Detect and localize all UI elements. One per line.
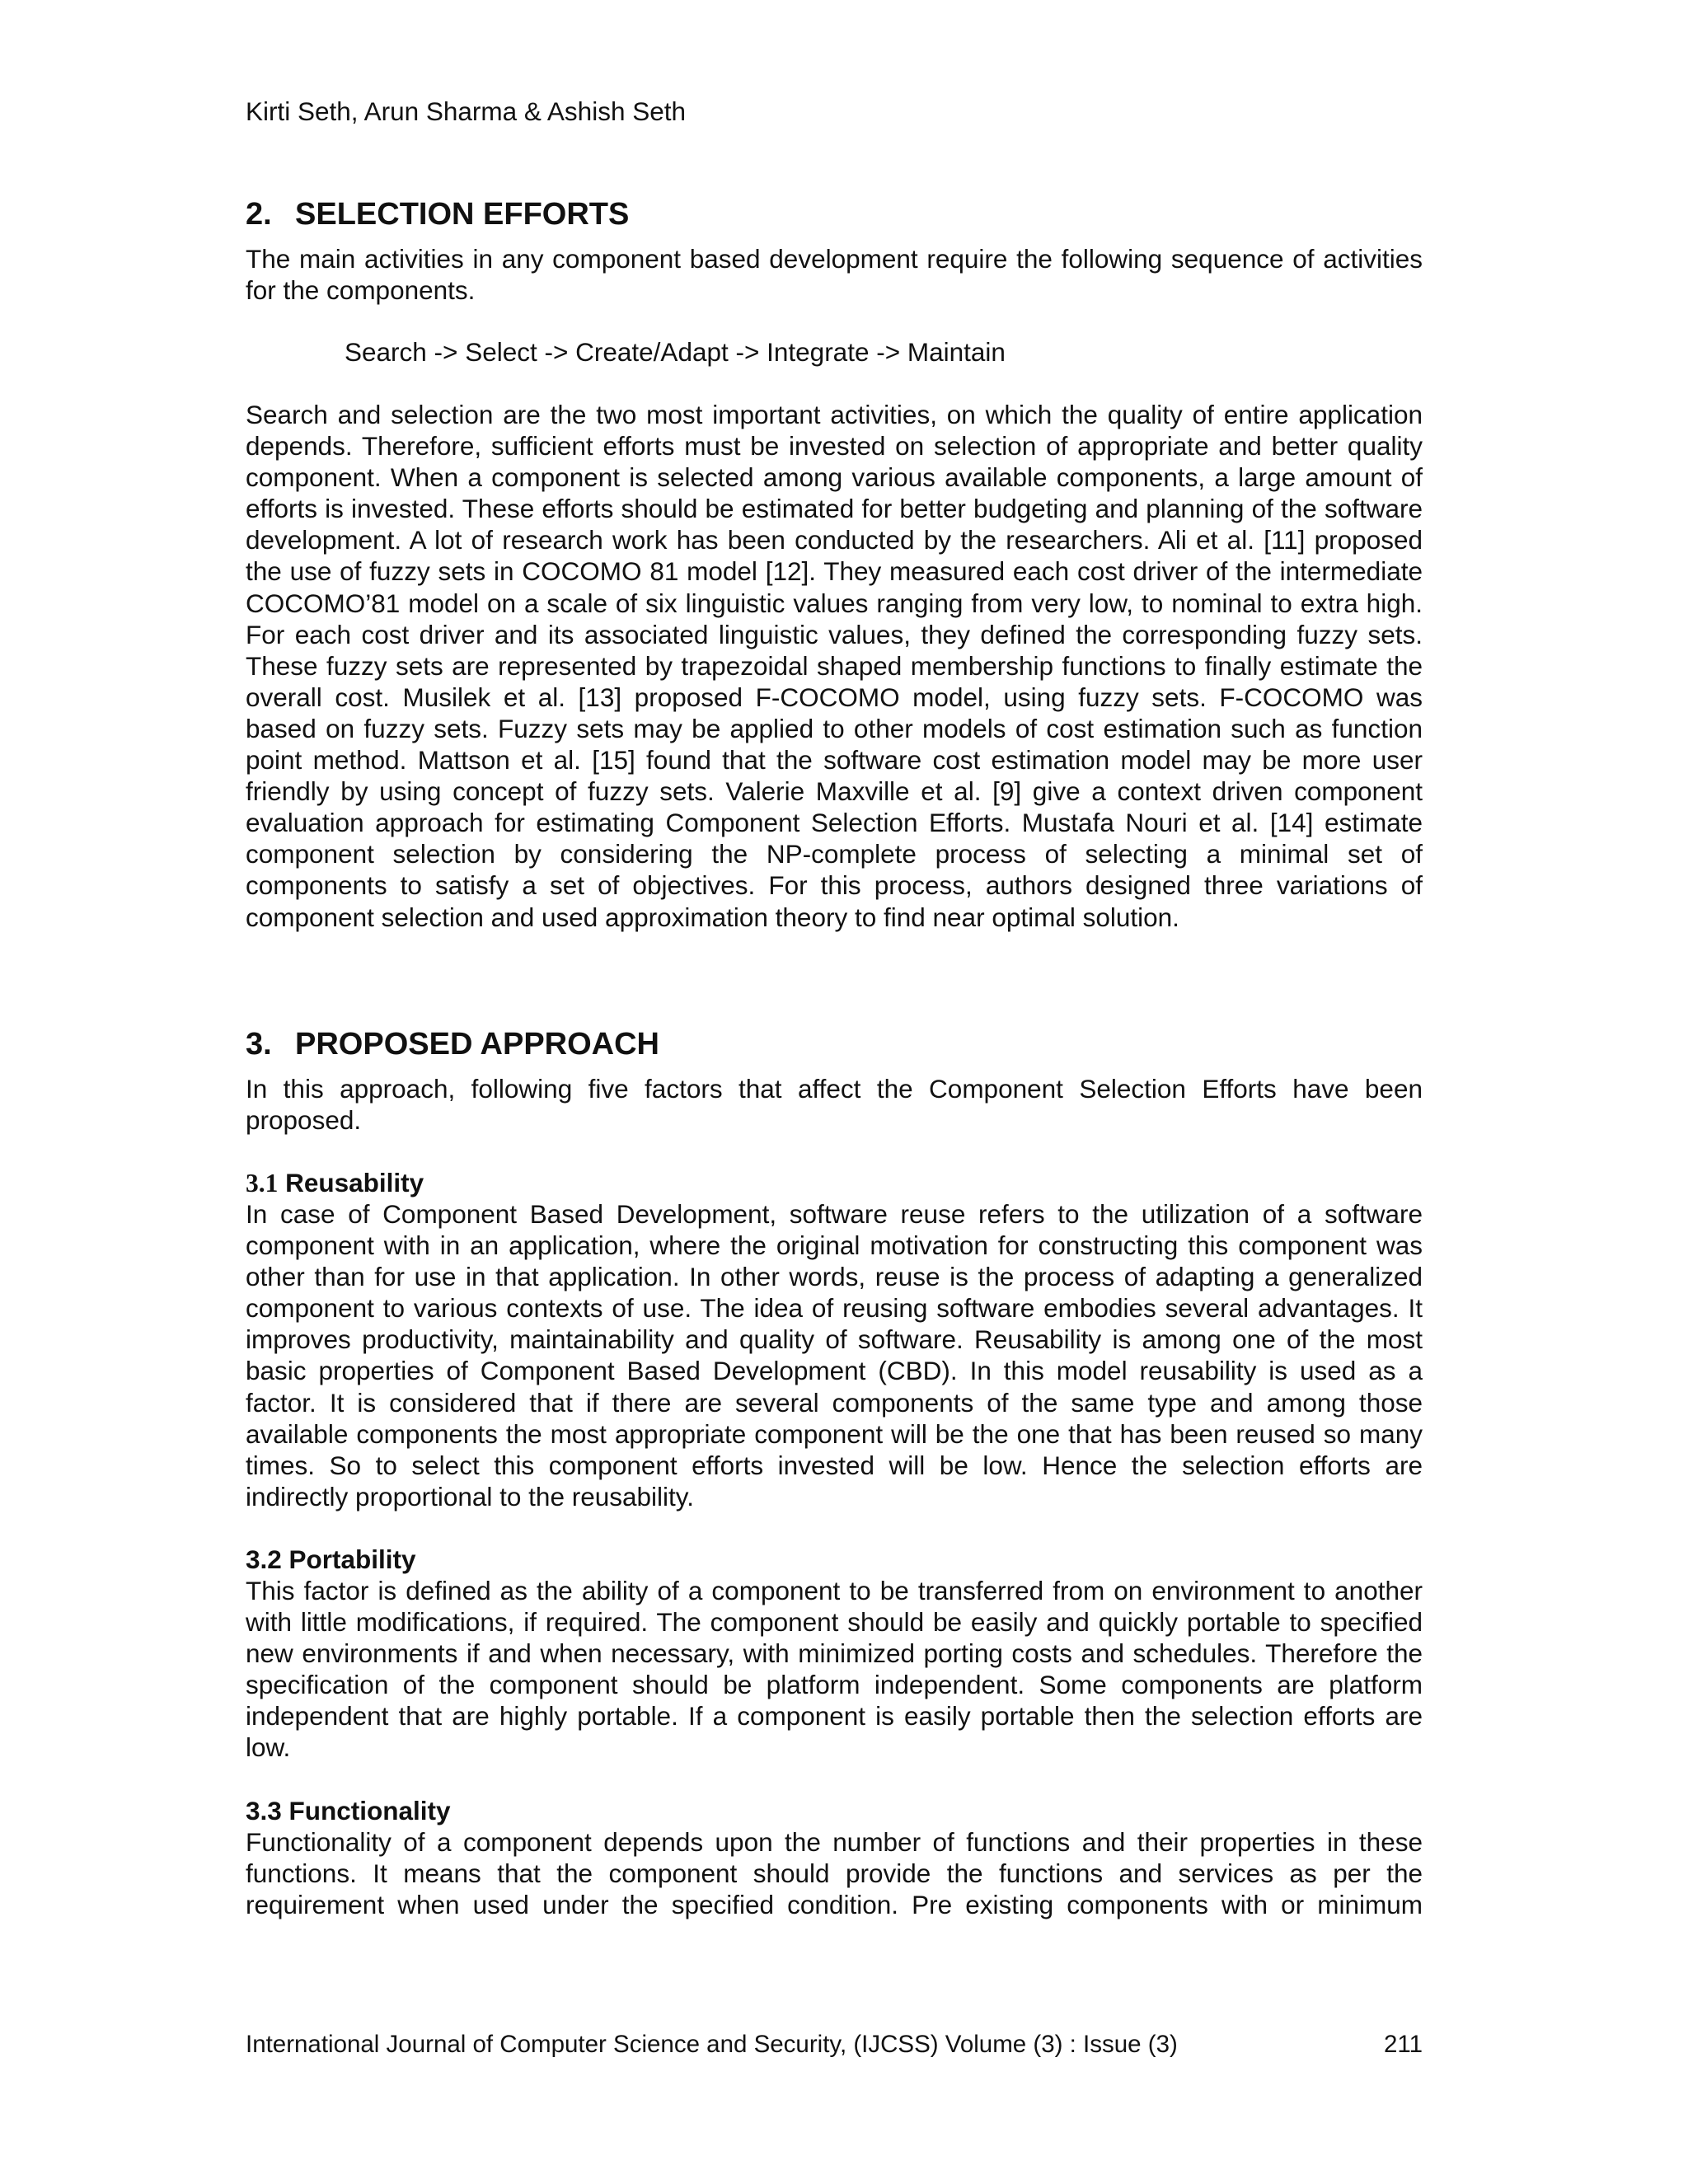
- section-2-title: SELECTION EFFORTS: [295, 197, 630, 232]
- subsection-3-2-body: This factor is defined as the ability of a component to be transferred from on environment to another with little modifications, if required. The component should be easily and quickly portable to specified new environments if and when necessary, with minimized porting costs and schedules. Therefore the specification of the component should be platform independent. Some components are platform independent that are highly portable. If a component is easily portable then the selection efforts are low.: [246, 1576, 1423, 1763]
- section-2-body: Search and selection are the two most important activities, on which the quality of entire application depends. Therefore, sufficient efforts must be invested on selection of appropriate and better quality component. When a component is selected among various available components, a large amount of efforts is invested. These efforts should be estimated for better budgeting and planning of the software development. A lot of research work has been conducted by the researchers. Ali et al. [11] proposed the use of fuzzy sets in COCOMO 81 model [12]. They measured each cost driver of the intermediate COCOMO’81 model on a scale of six linguistic values ranging from very low, to nominal to extra high. For each cost driver and its associated linguistic values, they defined the corresponding fuzzy sets. These fuzzy sets are represented by trapezoidal shaped membership functions to finally estimate the overall cost. Musilek et al. [13] proposed F-COCOMO model, using fuzzy sets. F-COCOMO was based on fuzzy sets. Fuzzy sets may be applied to other models of cost estimation such as function point method. Mattson et al. [15] found that the software cost estimation model may be more user friendly by using concept of fuzzy sets. Valerie Maxville et al. [9] give a context driven component evaluation approach for estimating Component Selection Efforts. Mustafa Nouri et al. [14] estimate component selection by considering the NP-complete process of selecting a minimal set of components to satisfy a set of objectives. For this process, authors designed three variations of component selection and used approximation theory to find near optimal solution.: [246, 400, 1423, 932]
- subsection-3-2-heading: 3.2 Portability: [246, 1544, 416, 1574]
- section-3-title: PROPOSED APPROACH: [295, 1027, 659, 1062]
- activity-sequence: Search -> Select -> Create/Adapt -> Integrate -> Maintain: [345, 337, 1006, 367]
- subsection-3-3-body: Functionality of a component depends upon the number of functions and their properties in these functions. It means that the component should provide the functions and services as per the requirement when used under the specified condition. Pre existing components with or minimum: [246, 1827, 1423, 1920]
- section-3-heading: [246, 1026, 659, 1062]
- subsection-3-1-number: 3.1: [246, 1169, 279, 1197]
- subsection-3-1-title: Reusability: [285, 1168, 424, 1197]
- section-2-intro: The main activities in any component based development require the following sequence of activities for the components.: [246, 244, 1423, 306]
- running-head-authors: Kirti Seth, Arun Sharma & Ashish Seth: [246, 96, 687, 126]
- subsection-3-1-body: In case of Component Based Development, software reuse refers to the utilization of a software component with in an application, where the original motivation for constructing this component was other than for use in that application. In other words, reuse is the process of adapting a generalized component to various contexts of use. The idea of reusing software embodies several advantages. It improves productivity, maintainability and quality of software. Reusability is among one of the most basic properties of Component Based Development (CBD). In this model reusability is used as a factor. It is considered that if there are several components of the same type and among those available components the most appropriate component will be the one that has been reused so many times. So to select this component efforts invested will be low. Hence the selection efforts are indirectly proportional to the reusability.: [246, 1199, 1423, 1511]
- section-3-intro: In this approach, following five factors that affect the Component Selection Efforts have been proposed.: [246, 1074, 1423, 1136]
- page-number: 211: [1383, 2031, 1423, 2058]
- subsection-3-1-heading: [246, 1167, 424, 1199]
- section-3-number: 3.: [246, 1027, 272, 1062]
- footer-journal: International Journal of Computer Science and Security, (IJCSS) Volume (3) : Issue (3): [246, 2031, 1178, 2058]
- subsection-3-3-heading: 3.3 Functionality: [246, 1796, 451, 1825]
- section-2-number: 2.: [246, 197, 272, 232]
- section-2-heading: [246, 196, 629, 232]
